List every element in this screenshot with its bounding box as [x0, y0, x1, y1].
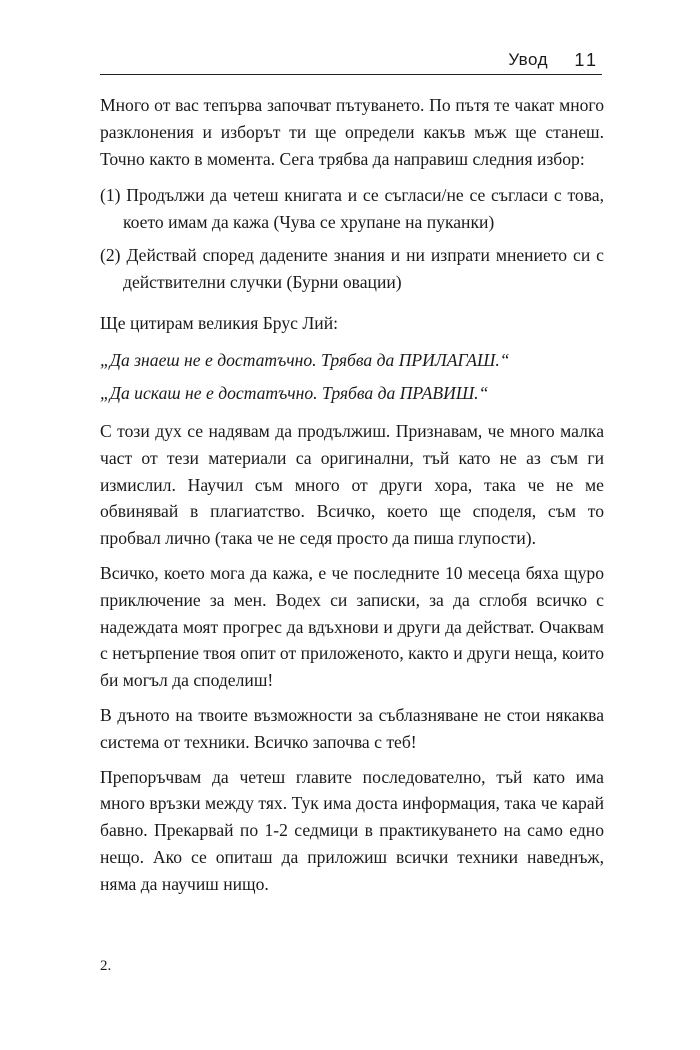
- paragraph: Препоръчвам да четеш главите последователно, тъй като има много връзки между тях. Тук има доста информация, така че карай бавно. Прекарвай по 1-2 седмици в практикуването на само едно нещо. Ако се опиташ да приложиш всички техники наведнъж, няма да научиш нищо.: [100, 766, 604, 894]
- page-number: 11: [574, 50, 599, 70]
- page-body: [100, 92, 604, 898]
- footer-mark: 2.: [100, 958, 112, 974]
- list-item: (2) Действай според дадените знания и ни изпрати мнението си с действителни случки (Бурни овации): [100, 244, 604, 292]
- paragraph: Всичко, което мога да кажа, е че последните 10 месеца бяха щуро приключение за мен. Водех си записки, за да сглобя всичко с надеждата моят прогрес да вдъхнови и други да действат. Очаквам с нетърпение твоя опит от приложеното, както и други неща, които би могъл да споделиш!: [100, 562, 604, 691]
- chapter-title: Увод: [508, 50, 548, 69]
- list-item: (1) Продължи да четеш книгата и се съгласи/не се съгласи с това, което имам да кажа (Чува се хрупане на пуканки): [100, 185, 604, 233]
- paragraph: С този дух се надявам да продължиш. Признавам, че много малка част от тези материали са оригинални, тъй като не аз съм ги измислил. Научил съм много от други хора, така че не ме обвинявай в плагиатство. Всичко, което ще споделя, съм то пробвал лично (така че не седя просто да пиша глупости).: [100, 420, 604, 549]
- quote-intro: Ще цитирам великия Брус Лий:: [100, 312, 339, 333]
- quote-line: „Да знаеш не е достатъчно. Трябва да ПРИЛАГАШ.“: [100, 350, 510, 371]
- running-header: [100, 44, 602, 75]
- quote-line: „Да искаш не е достатъчно. Трябва да ПРАВИШ.“: [100, 383, 489, 404]
- choice-list: [100, 182, 604, 295]
- paragraph-intro: Много от вас тепърва започват пътуването. По пътя те чакат много разклонения и изборът ти ще определи какъв мъж ще станеш. Точно както в момента. Сега трябва да направиш следния избор:: [100, 95, 604, 169]
- paragraph: В дъното на твоите възможности за съблазняване не стои някаква система от техники. Всичко започва с теб!: [100, 704, 604, 752]
